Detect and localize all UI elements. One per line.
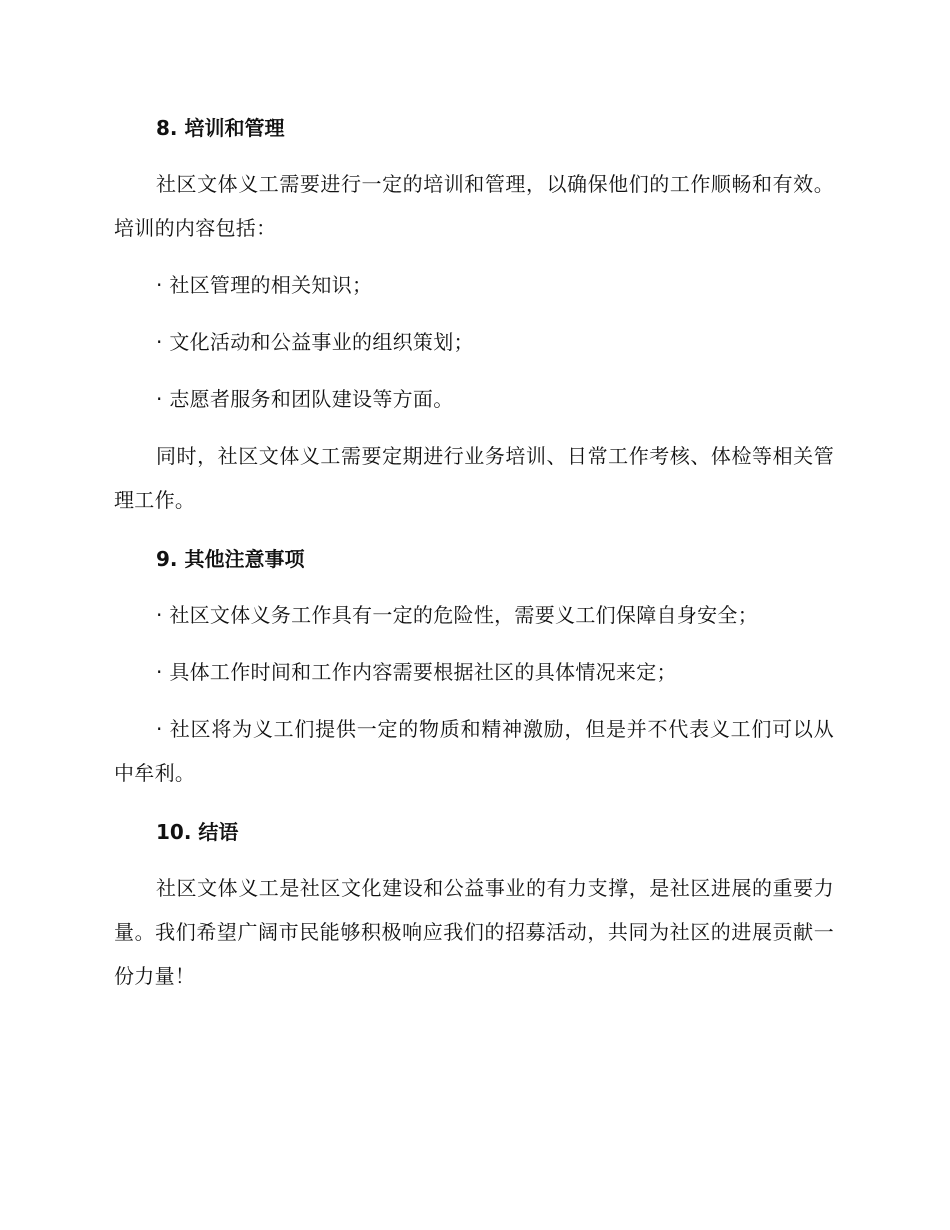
training-closing-paragraph: 同时，社区文体义工需要定期进行业务培训、日常工作考核、体检等相关管理工作。 [114,444,834,512]
section-heading-notes: 9. 其他注意事项 [156,547,305,571]
section-heading-conclusion: 10. 结语 [156,820,239,844]
notes-bullet-item: · 社区将为义工们提供一定的物质和精神激励，但是并不代表义工们可以从中牟利。 [114,717,834,785]
notes-bullet-item: · 社区文体义务工作具有一定的危险性，需要义工们保障自身安全； [156,603,759,627]
notes-bullet-item: · 具体工作时间和工作内容需要根据社区的具体情况来定； [156,660,677,684]
section-heading-training: 8. 培训和管理 [156,116,285,140]
training-intro-paragraph: 社区文体义工需要进行一定的培训和管理，以确保他们的工作顺畅和有效。培训的内容包括： [114,172,834,240]
training-bullet-item: · 志愿者服务和团队建设等方面。 [156,387,454,411]
training-bullet-item: · 社区管理的相关知识； [156,273,373,297]
training-bullet-item: · 文化活动和公益事业的组织策划； [156,330,474,354]
conclusion-paragraph: 社区文体义工是社区文化建设和公益事业的有力支撑，是社区进展的重要力量。我们希望广阔市民能够积极响应我们的招募活动，共同为社区的进展贡献一份力量！ [114,876,834,988]
document-content [114,104,834,1011]
